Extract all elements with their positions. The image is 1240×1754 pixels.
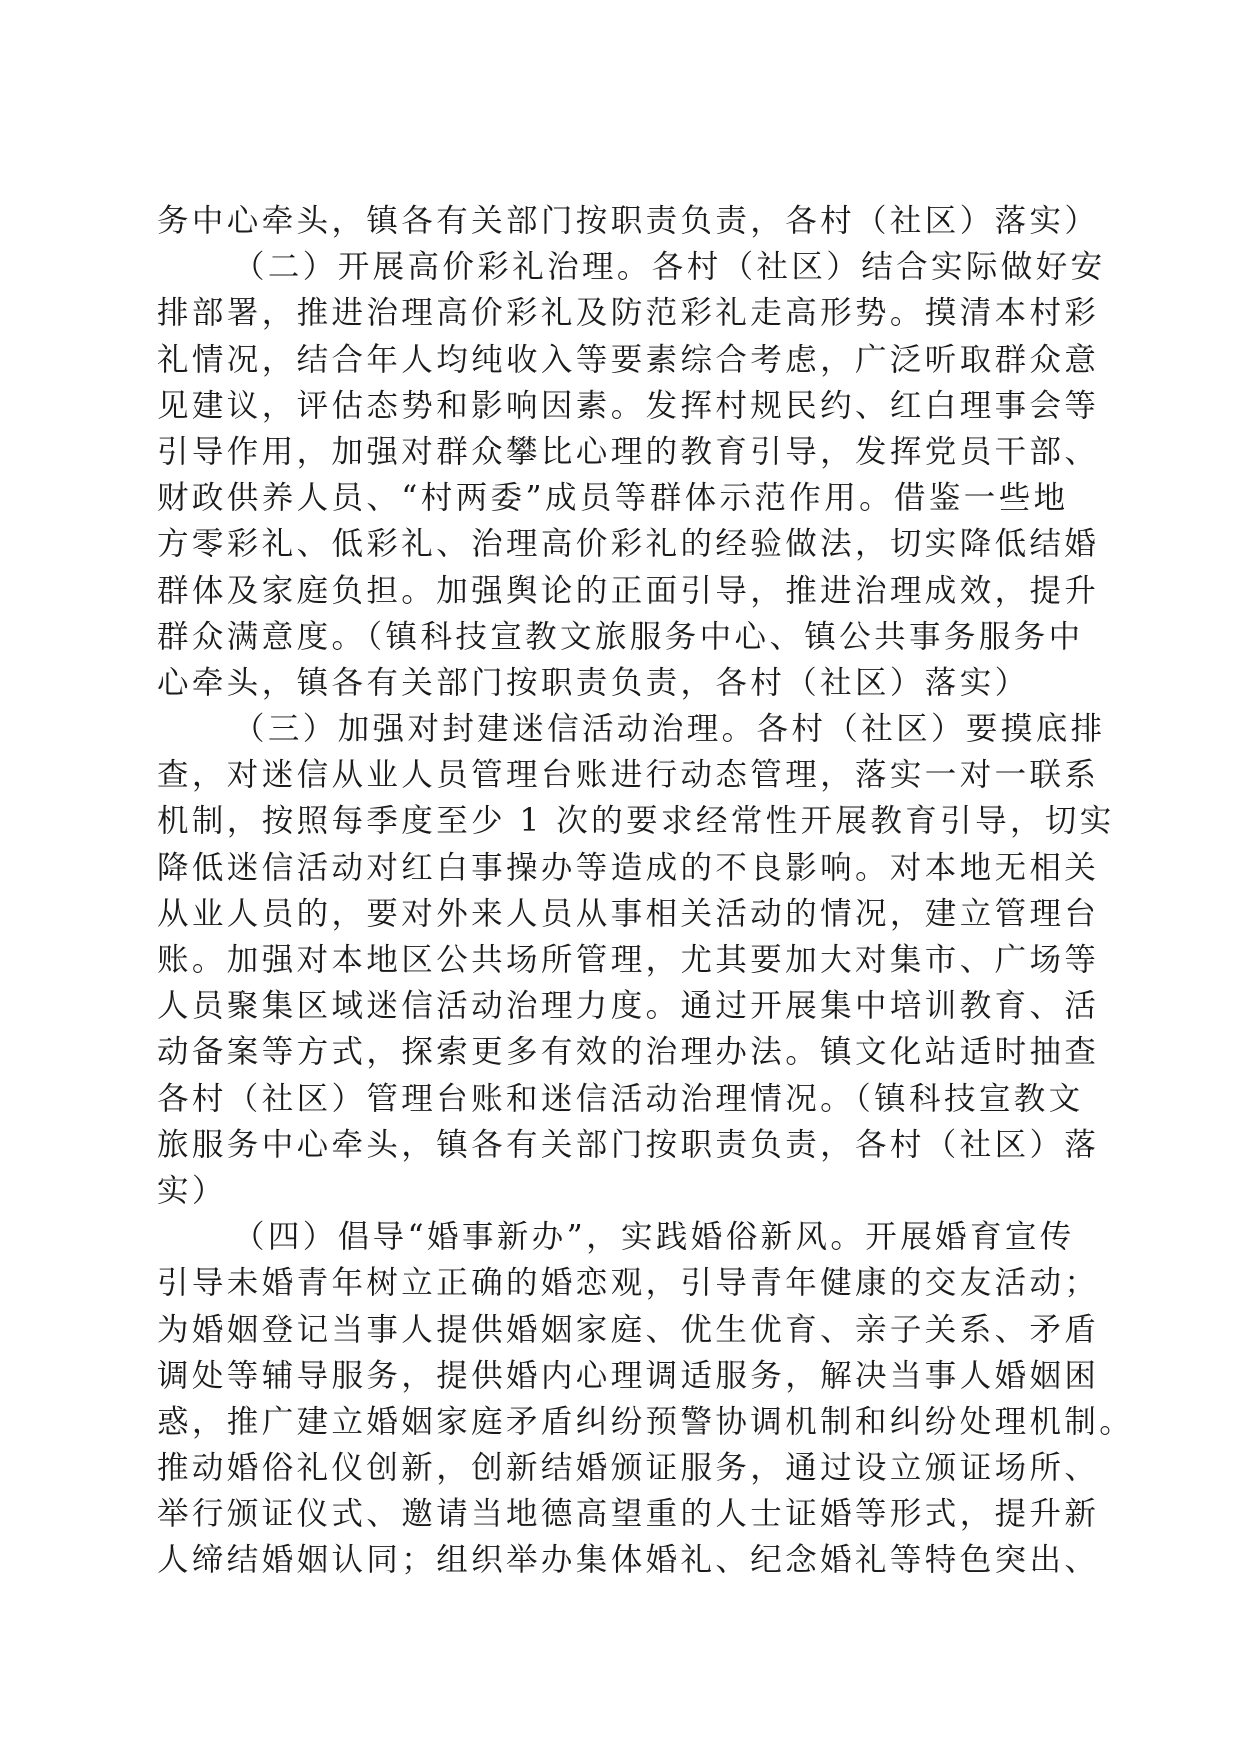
text-line: 为婚姻登记当事人提供婚姻家庭、优生优育、亲子关系、矛盾 <box>157 1311 1100 1348</box>
text-line: 动备案等方式，探索更多有效的治理办法。镇文化站适时抽查 <box>157 1034 1100 1071</box>
text-line: 降低迷信活动对红白事操办等造成的不良影响。对本地无相关 <box>157 849 1100 886</box>
paragraph-heading-4: （四）倡导“婚事新办”，实践婚俗新风。开展婚育宣传 <box>233 1219 1075 1256</box>
body-text <box>157 198 1135 1584</box>
text-line: 惑，推广建立婚姻家庭矛盾纠纷预警协调机制和纠纷处理机制。 <box>157 1403 1135 1440</box>
paragraph-heading-3: （三）加强对封建迷信活动治理。各村（社区）要摸底排 <box>233 711 1106 748</box>
text-line: 见建议，评估态势和影响因素。发挥村规民约、红白理事会等 <box>157 387 1100 424</box>
text-line: 推动婚俗礼仪创新，创新结婚颁证服务，通过设立颁证场所、 <box>157 1450 1100 1487</box>
text-line: 引导未婚青年树立正确的婚恋观，引导青年健康的交友活动； <box>157 1265 1100 1302</box>
text-line: 调处等辅导服务，提供婚内心理调适服务，解决当事人婚姻困 <box>157 1357 1100 1394</box>
text-line: 群体及家庭负担。加强舆论的正面引导，推进治理成效，提升 <box>157 572 1100 609</box>
text-line: 账。加强对本地区公共场所管理，尤其要加大对集市、广场等 <box>157 942 1100 978</box>
text-line: 引导作用，加强对群众攀比心理的教育引导，发挥党员干部、 <box>157 433 1100 470</box>
text-line: 实） <box>157 1172 227 1209</box>
text-line: 务中心牵头，镇各有关部门按职责负责，各村（社区）落实） <box>157 203 1100 239</box>
text-line: 从业人员的，要对外来人员从事相关活动的情况，建立管理台 <box>157 895 1100 932</box>
text-line: 人缔结婚姻认同；组织举办集体婚礼、纪念婚礼等特色突出、 <box>157 1542 1100 1579</box>
text-line: 人员聚集区域迷信活动治理力度。通过开展集中培训教育、活 <box>157 988 1100 1025</box>
text-line: 群众满意度。（镇科技宣教文旅服务中心、镇公共事务服务中 <box>157 618 1084 655</box>
text-line: 排部署，推进治理高价彩礼及防范彩礼走高形势。摸清本村彩 <box>157 295 1100 332</box>
text-line: 财政供养人员、“村两委”成员等群体示范作用。借鉴一些地 <box>157 480 1069 517</box>
text-line: 旅服务中心牵头，镇各有关部门按职责负责，各村（社区）落 <box>157 1126 1100 1163</box>
paragraph-heading-2: （二）开展高价彩礼治理。各村（社区）结合实际做好安 <box>233 249 1106 286</box>
text-line: 心牵头，镇各有关部门按职责负责，各村（社区）落实） <box>157 664 1030 701</box>
text-line: 方零彩礼、低彩礼、治理高价彩礼的经验做法，切实降低结婚 <box>157 526 1100 563</box>
text-line: 礼情况，结合年人均纯收入等要素综合考虑，广泛听取群众意 <box>157 341 1100 378</box>
text-line: 举行颁证仪式、邀请当地德高望重的人士证婚等形式，提升新 <box>157 1496 1100 1533</box>
text-line: 查，对迷信从业人员管理台账进行动态管理，落实一对一联系 <box>157 757 1100 794</box>
text-line: 机制，按照每季度至少 1 次的要求经常性开展教育引导，切实 <box>157 803 1115 840</box>
text-line: 各村（社区）管理台账和迷信活动治理情况。（镇科技宣教文 <box>157 1080 1084 1117</box>
